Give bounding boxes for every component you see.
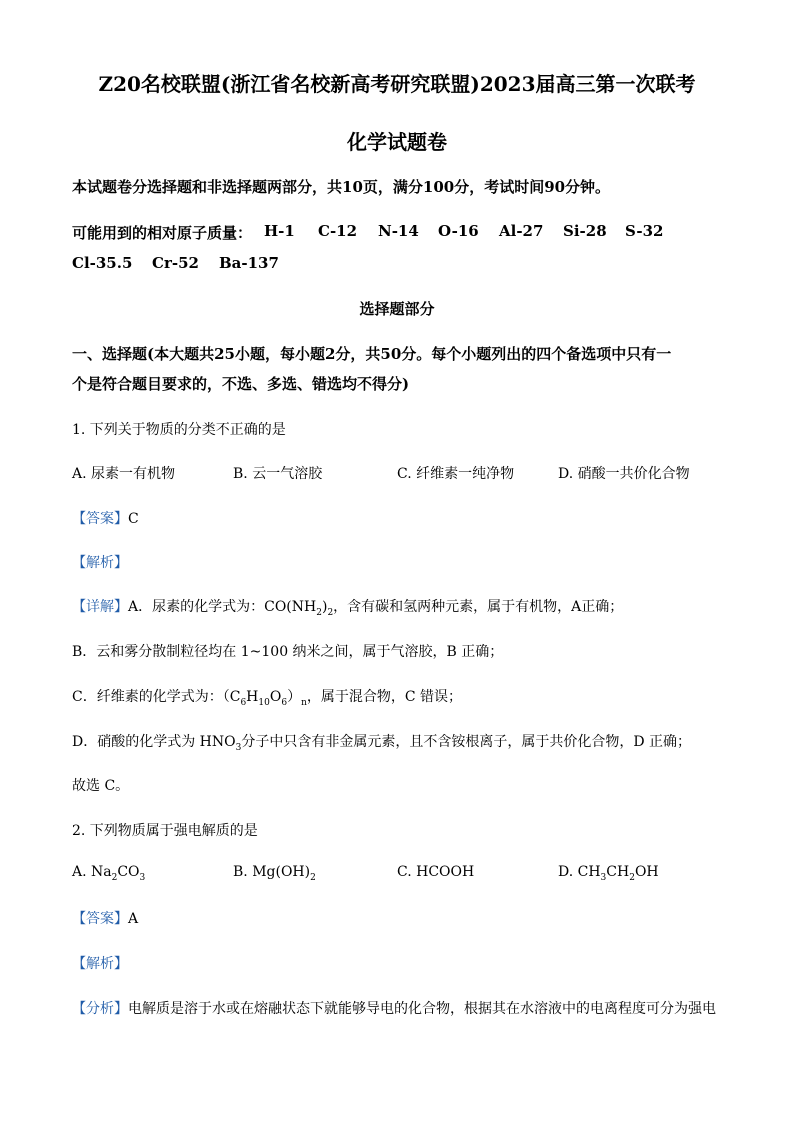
question-2-option-b: B. $Mg(OH)_2$ [233, 864, 316, 883]
question-1-detail-c: C．纤维素的化学式为：$(C_6H_{10}O_6)_n$，属于混合物，C 错误； [72, 689, 463, 708]
answer-tag: 【答案】 [72, 911, 128, 927]
atomic-mass-cl: Cl-35.5 [72, 254, 133, 272]
question-2-analysis-tag: 【解析】 [72, 956, 128, 972]
atomic-mass-o: O-16 [438, 222, 479, 240]
question-2-fenxi: 【分析】电解质是溶于水或在熔融状态下就能够导电的化合物，根据其在水溶液中的电离程度可分为强电 [72, 1001, 716, 1017]
atomic-mass-label: 可能用到的相对原子质量： [72, 224, 253, 242]
question-1-detail-d: D．硝酸的化学式为 $HNO_3$分子中只含有非金属元素，且不含铵根离子，属于共价化合物，D 正确； [72, 734, 692, 753]
question-1-detail-b: B．云和雾分散制粒径均在 1~100 纳米之间，属于气溶胶，B 正确； [72, 644, 504, 660]
question-2-answer [72, 908, 138, 928]
question-2-option-d: D. $CH_3CH_2OH$ [558, 864, 659, 883]
question-1-analysis-tag: 【解析】 [72, 555, 128, 571]
fenxi-tag: 【分析】 [72, 1001, 128, 1017]
answer-value: C [128, 511, 139, 527]
detail-tag: 【详解】 [72, 599, 128, 615]
question-2-option-c: C. HCOOH [397, 864, 475, 880]
atomic-mass-h: H-1 [264, 222, 295, 240]
answer-tag: 【答案】 [72, 511, 128, 527]
question-1-option-c: C. 纤维素一纯净物 [397, 466, 515, 482]
question-1-answer [72, 508, 139, 528]
exam-info: 本试题卷分选择题和非选择题两部分，共10页，满分100分，考试时间90分钟。 [72, 178, 611, 196]
question-1-stem: 1. 下列关于物质的分类不正确的是 [72, 422, 286, 438]
atomic-mass-c: C-12 [318, 222, 358, 240]
atomic-mass-si: Si-28 [563, 222, 607, 240]
question-2-stem: 2. 下列物质属于强电解质的是 [72, 823, 258, 839]
question-1-detail-a: 【详解】A．尿素的化学式为：$CO(NH_2)_2$，含有碳和氢两种元素，属于有机物，A正确； [72, 599, 624, 618]
question-1-option-d: D. 硝酸一共价化合物 [558, 466, 690, 482]
section-heading: 选择题部分 [359, 300, 435, 318]
atomic-mass-s: S-32 [625, 222, 664, 240]
exam-title: Z20名校联盟(浙江省名校新高考研究联盟)2023届高三第一次联考 [98, 72, 696, 96]
exam-subtitle: 化学试题卷 [347, 130, 447, 154]
atomic-mass-ba: Ba-137 [219, 254, 279, 272]
question-1-option-b: B. 云一气溶胶 [233, 466, 323, 482]
atomic-mass-al: Al-27 [499, 222, 544, 240]
atomic-mass-n: N-14 [378, 222, 419, 240]
question-2-option-a: A. $Na_2CO_3$ [72, 864, 146, 883]
section-instruction-line1: 一、选择题(本大题共25小题，每小题2分，共50分。每个小题列出的四个备选项中只有一 [72, 345, 672, 363]
question-1-option-a: A. 尿素一有机物 [72, 466, 176, 482]
answer-value: A [128, 911, 139, 927]
atomic-mass-cr: Cr-52 [152, 254, 199, 272]
section-instruction-line2: 个是符合题目要求的，不选、多选、错选均不得分) [72, 375, 410, 393]
question-1-conclusion: 故选 C。 [72, 778, 130, 794]
